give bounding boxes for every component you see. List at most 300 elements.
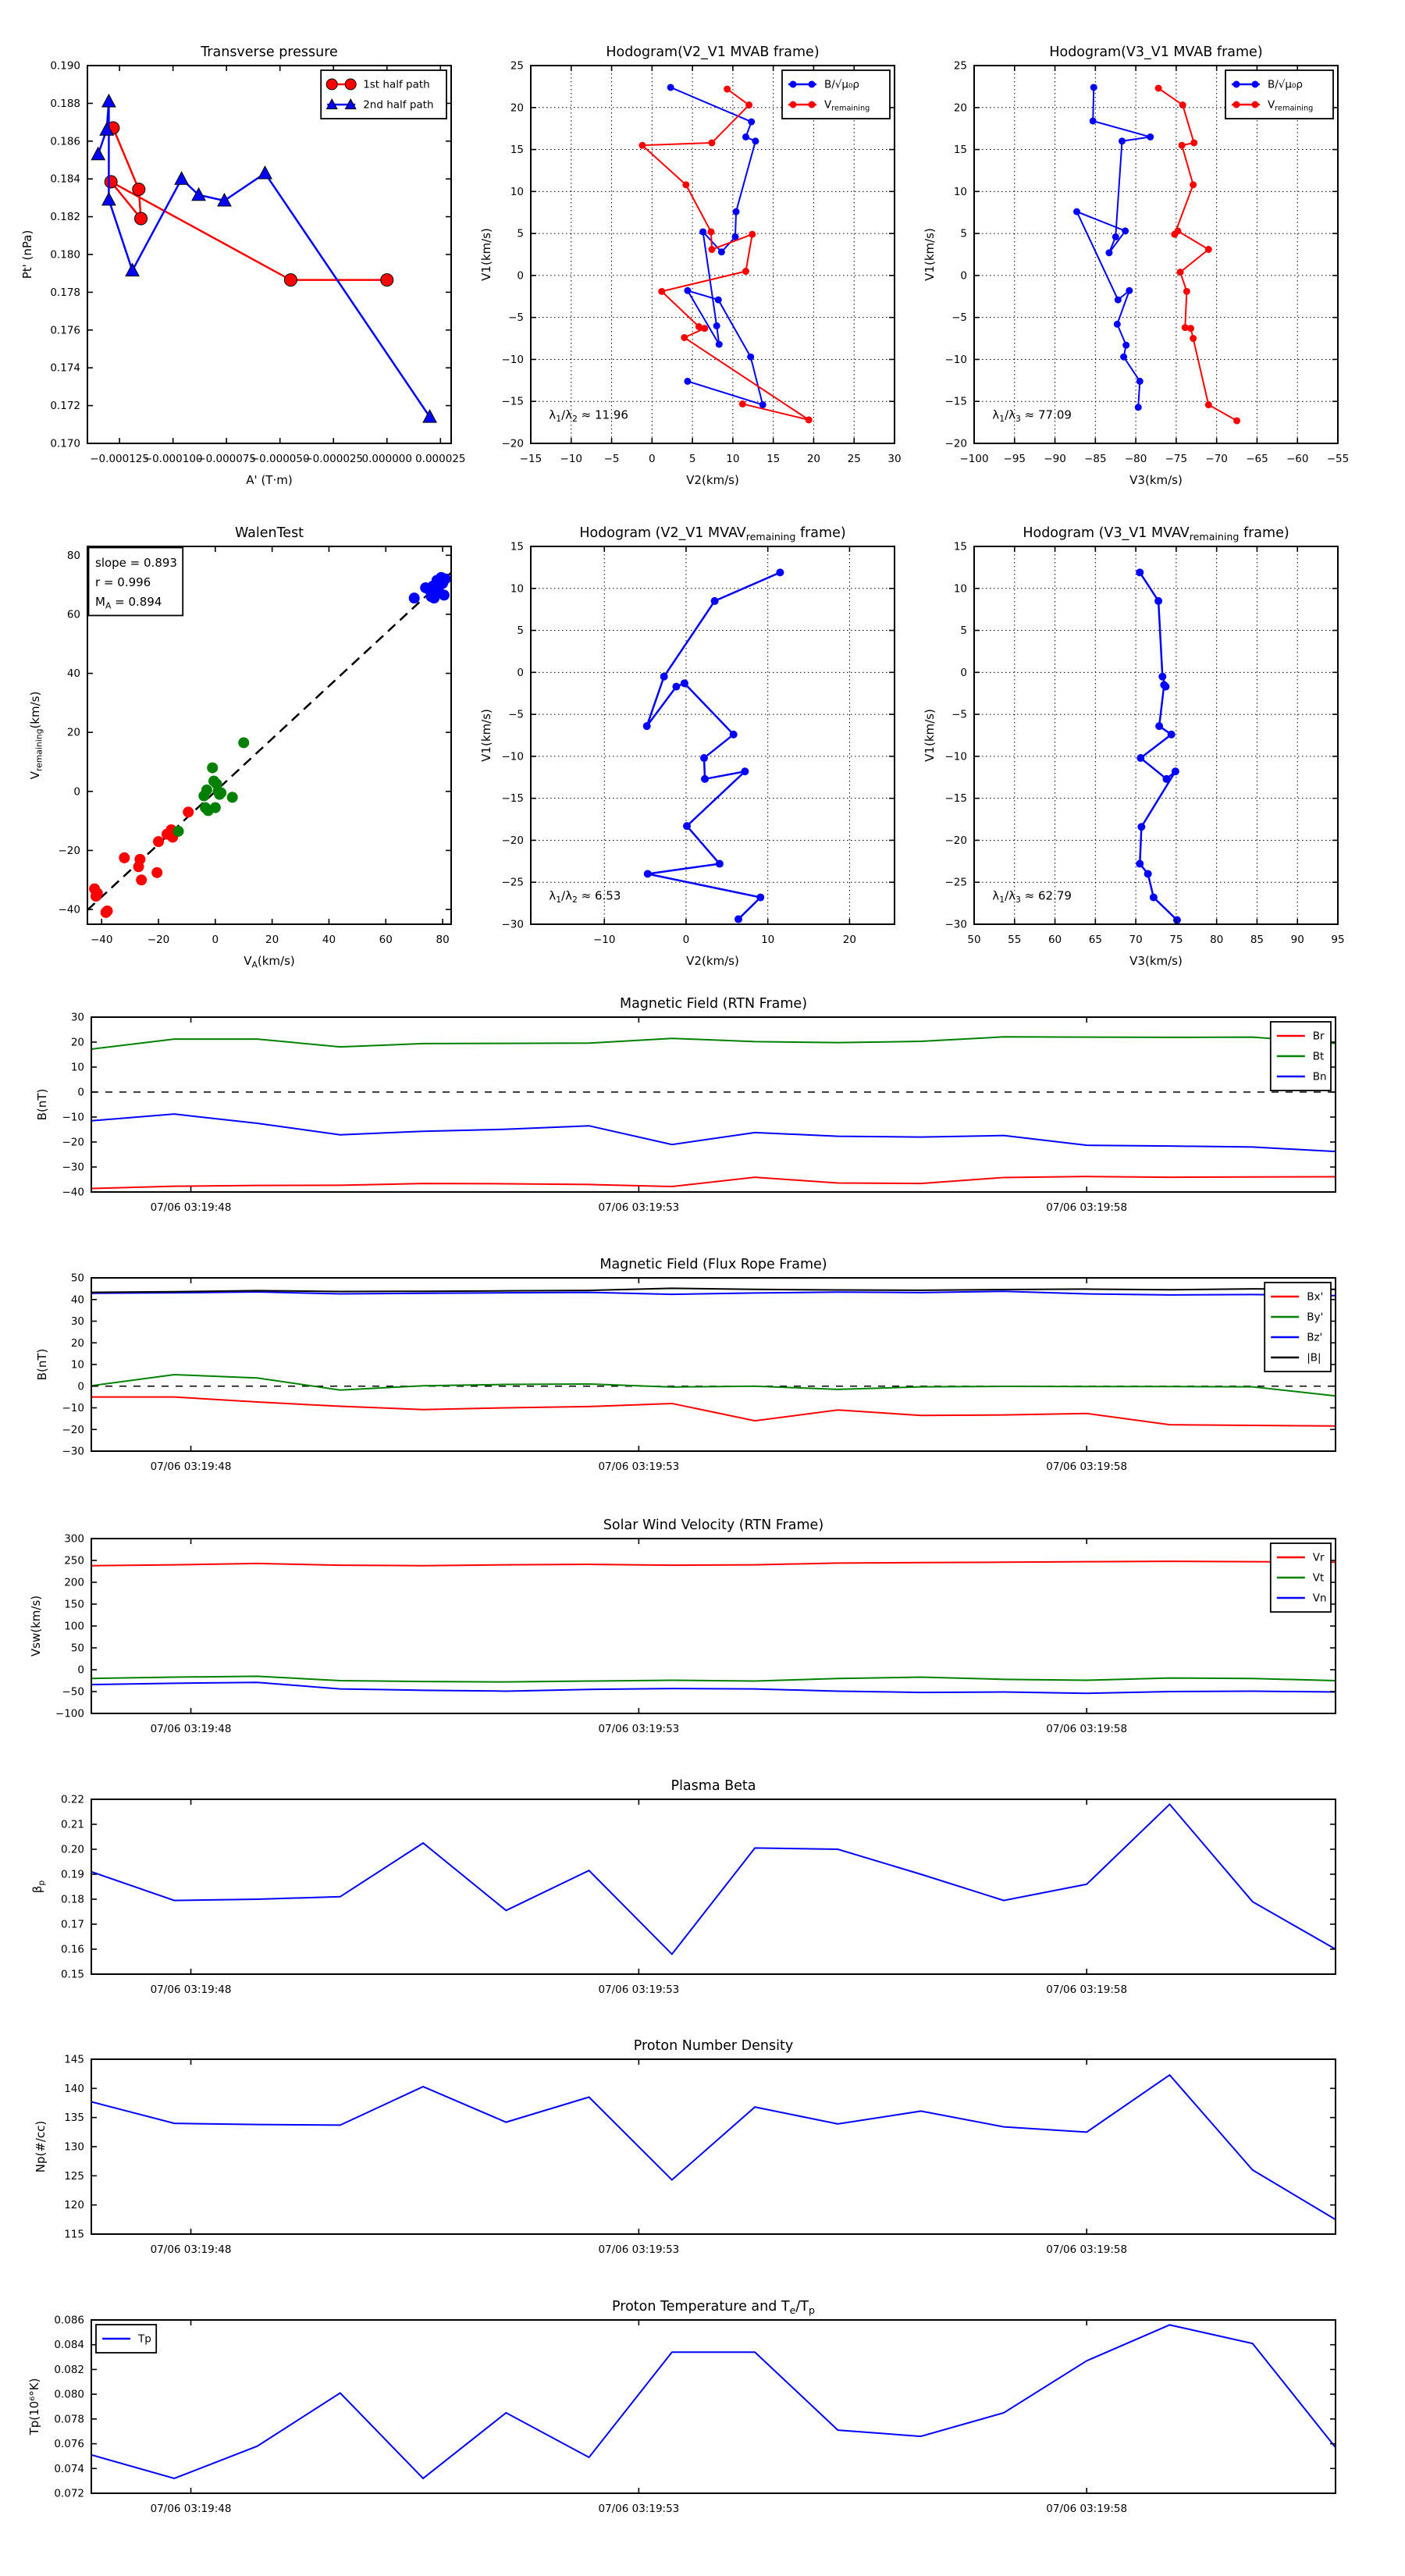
chart-title: Hodogram(V3_V1 MVAB frame) — [1049, 44, 1263, 60]
chart-proton-number-density — [34, 2038, 1336, 2256]
svg-text:07/06 03:19:48: 07/06 03:19:48 — [150, 1723, 232, 1735]
svg-text:−80: −80 — [1124, 453, 1147, 465]
chart-hodogram-v2v1-mvav — [479, 525, 895, 968]
svg-text:−0.000025: −0.000025 — [304, 453, 364, 465]
svg-text:B/√μ₀ρ: B/√μ₀ρ — [824, 78, 859, 91]
svg-text:0: 0 — [682, 934, 690, 946]
svg-text:Bn: Bn — [1312, 1070, 1327, 1083]
svg-text:25: 25 — [847, 453, 861, 465]
svg-text:10: 10 — [70, 1358, 84, 1372]
svg-text:Pt' (nPa): Pt' (nPa) — [20, 229, 34, 279]
svg-text:slope = 0.893: slope = 0.893 — [95, 556, 177, 570]
walen-test-svg — [28, 525, 451, 970]
svg-text:15: 15 — [953, 540, 967, 553]
proton-number-density-svg — [34, 2038, 1336, 2256]
svg-text:200: 200 — [64, 1576, 84, 1589]
svg-text:−0.000100: −0.000100 — [143, 453, 203, 465]
magnetic-field-rtn-svg — [35, 996, 1336, 1214]
svg-text:−40: −40 — [58, 903, 80, 916]
svg-text:5: 5 — [688, 453, 696, 465]
svg-text:40: 40 — [322, 934, 336, 946]
walen-test-series-2 — [409, 572, 451, 603]
svg-text:0.182: 0.182 — [50, 211, 80, 224]
svg-text:−55: −55 — [1326, 453, 1350, 465]
hodogram-v3v1-mvav-series-0 — [1136, 568, 1181, 923]
svg-text:−20: −20 — [62, 1423, 84, 1436]
ticks — [945, 60, 1350, 466]
svg-text:0: 0 — [212, 934, 219, 946]
svg-text:Bt: Bt — [1312, 1050, 1325, 1063]
svg-text:0: 0 — [77, 1086, 84, 1099]
svg-text:−20: −20 — [944, 437, 967, 450]
axes-frame — [91, 2320, 1336, 2493]
chart-hodogram-v2v1-mvab — [479, 44, 902, 487]
svg-text:−5: −5 — [508, 311, 524, 325]
svg-text:−100: −100 — [959, 453, 989, 465]
legend — [1264, 1283, 1331, 1372]
svg-text:Bz': Bz' — [1307, 1331, 1323, 1344]
svg-text:55: 55 — [1008, 934, 1022, 946]
svg-text:5: 5 — [960, 227, 967, 240]
svg-text:07/06 03:19:48: 07/06 03:19:48 — [150, 1461, 232, 1473]
svg-text:−40: −40 — [62, 1186, 84, 1199]
svg-text:150: 150 — [64, 1598, 84, 1611]
svg-text:−75: −75 — [1165, 453, 1188, 465]
solar-wind-velocity-svg — [29, 1517, 1336, 1735]
svg-text:−15: −15 — [501, 395, 524, 408]
plasma-beta-series-0 — [91, 1804, 1336, 1954]
legend — [1271, 1022, 1331, 1091]
svg-text:40: 40 — [70, 1293, 84, 1307]
svg-text:60: 60 — [1048, 934, 1062, 946]
svg-text:−60: −60 — [1286, 453, 1309, 465]
chart-title: Hodogram (V3_V1 $MVAV_{remaining}$ frame) — [1023, 525, 1289, 543]
annotation: $\lambda_1/\lambda_2 \approx 11.96$ — [549, 407, 628, 424]
svg-text:|B|: |B| — [1307, 1351, 1321, 1364]
svg-text:50: 50 — [70, 1272, 84, 1285]
svg-text:07/06 03:19:58: 07/06 03:19:58 — [1046, 2503, 1128, 2515]
proton-number-density-series-0 — [91, 2075, 1336, 2219]
svg-text:65: 65 — [1088, 934, 1102, 946]
chart-walen-test — [28, 525, 451, 970]
svg-text:0.19: 0.19 — [60, 1868, 84, 1881]
svg-text:0.176: 0.176 — [50, 324, 80, 337]
svg-text:80: 80 — [436, 934, 450, 946]
svg-text:r = 0.996: r = 0.996 — [95, 575, 151, 589]
svg-text:0.16: 0.16 — [60, 1943, 84, 1956]
chart-title: Magnetic Field (RTN Frame) — [619, 996, 808, 1012]
svg-text:0.184: 0.184 — [50, 173, 80, 186]
svg-text:10: 10 — [510, 582, 524, 596]
svg-text:10: 10 — [70, 1061, 84, 1074]
svg-text:130: 130 — [64, 2140, 84, 2154]
transverse-pressure-series-1 — [91, 94, 436, 422]
svg-text:−85: −85 — [1084, 453, 1107, 465]
svg-text:−5: −5 — [951, 708, 967, 721]
svg-text:15: 15 — [510, 540, 524, 553]
y-axis-label — [28, 692, 44, 780]
svg-text:−25: −25 — [944, 876, 967, 889]
svg-text:−20: −20 — [147, 934, 170, 946]
svg-text:V1(km/s): V1(km/s) — [923, 228, 937, 281]
svg-text:V1(km/s): V1(km/s) — [923, 709, 937, 762]
svg-text:85: 85 — [1250, 934, 1264, 946]
svg-text:Vt: Vt — [1312, 1571, 1325, 1585]
svg-text:Vsw(km/s): Vsw(km/s) — [29, 1595, 43, 1657]
svg-text:0.170: 0.170 — [50, 437, 80, 450]
svg-text:Br: Br — [1312, 1030, 1325, 1043]
svg-text:15: 15 — [767, 453, 781, 465]
svg-text:5: 5 — [517, 624, 524, 638]
svg-text:0.18: 0.18 — [60, 1893, 84, 1906]
ticks — [945, 541, 1345, 947]
legend — [96, 2325, 156, 2353]
y-axis-label — [35, 1089, 49, 1121]
svg-text:−10: −10 — [944, 750, 967, 763]
stats-box — [89, 548, 183, 616]
svg-text:07/06 03:19:48: 07/06 03:19:48 — [150, 1201, 232, 1214]
svg-text:07/06 03:19:58: 07/06 03:19:58 — [1046, 1201, 1128, 1214]
hodogram-v2v1-mvav-series-0 — [643, 568, 784, 923]
svg-text:140: 140 — [64, 2082, 84, 2095]
magnetic-field-flux-rope-series-0 — [91, 1397, 1336, 1426]
svg-text:07/06 03:19:53: 07/06 03:19:53 — [598, 1201, 680, 1214]
svg-text:−15: −15 — [944, 792, 967, 806]
svg-text:−10: −10 — [592, 934, 616, 946]
svg-text:−30: −30 — [501, 918, 524, 931]
annotation: $\lambda_1/\lambda_3 \approx 77.09$ — [992, 407, 1072, 424]
svg-text:−10: −10 — [62, 1402, 84, 1414]
chart-title: Magnetic Field (Flux Rope Frame) — [599, 1257, 827, 1272]
svg-text:−0.000075: −0.000075 — [197, 453, 257, 465]
svg-text:−20: −20 — [501, 834, 524, 847]
chart-title: WalenTest — [234, 525, 304, 541]
svg-text:−10: −10 — [501, 750, 524, 763]
svg-text:07/06 03:19:48: 07/06 03:19:48 — [150, 1984, 232, 1996]
hodogram-v3v1-mvab-series-0 — [1073, 84, 1154, 411]
svg-text:−65: −65 — [1246, 453, 1268, 465]
svg-text:0.080: 0.080 — [54, 2388, 84, 2401]
svg-text:30: 30 — [887, 453, 902, 465]
svg-text:−5: −5 — [951, 311, 967, 325]
svg-text:15: 15 — [953, 144, 967, 157]
chart-hodogram-v3v1-mvav — [923, 525, 1345, 968]
svg-text:−15: −15 — [501, 792, 524, 806]
svg-text:0.22: 0.22 — [60, 1793, 84, 1806]
magnetic-field-flux-rope-series-1 — [91, 1375, 1336, 1396]
svg-text:Tp: Tp — [138, 2332, 151, 2346]
svg-text:Vn: Vn — [1312, 1592, 1327, 1605]
x-axis-label: A' (T·m) — [246, 473, 293, 487]
legend — [1271, 1543, 1331, 1612]
svg-text:20: 20 — [842, 934, 856, 946]
y-axis-label — [20, 230, 34, 279]
x-axis-label: $V_A(km/s)$ — [244, 954, 295, 970]
svg-text:−10: −10 — [944, 353, 967, 366]
transverse-pressure-svg — [20, 44, 466, 487]
legend — [321, 70, 446, 119]
svg-text:0.17: 0.17 — [60, 1918, 84, 1931]
svg-text:125: 125 — [64, 2169, 84, 2183]
svg-text:20: 20 — [265, 934, 279, 946]
svg-text:1st half path: 1st half path — [363, 78, 430, 91]
svg-text:−30: −30 — [62, 1445, 84, 1458]
magnetic-field-rtn-series-2 — [91, 1114, 1336, 1151]
svg-text:−20: −20 — [501, 437, 524, 450]
transverse-pressure-series-0 — [105, 122, 393, 286]
svg-text:07/06 03:19:53: 07/06 03:19:53 — [598, 2503, 680, 2515]
chart-plasma-beta — [30, 1778, 1336, 1996]
svg-text:135: 135 — [64, 2112, 84, 2125]
chart-transverse-pressure — [20, 44, 466, 487]
svg-text:−20: −20 — [58, 844, 80, 857]
x-axis-label: V3(km/s) — [1129, 473, 1183, 487]
svg-text:Vremaining: $V_{remaining}$ — [1268, 98, 1314, 113]
svg-text:Vremaining(km/s): $V_{remaining}(km/s)$ — [28, 691, 44, 780]
svg-text:0: 0 — [77, 1380, 84, 1393]
svg-text:0.082: 0.082 — [54, 2363, 84, 2376]
solar-wind-velocity-series-0 — [91, 1561, 1336, 1566]
svg-text:0.188: 0.188 — [50, 97, 80, 110]
svg-text:Np(#/cc): Np(#/cc) — [34, 2120, 48, 2173]
svg-text:07/06 03:19:58: 07/06 03:19:58 — [1046, 1723, 1128, 1735]
svg-text:−15: −15 — [519, 453, 542, 465]
svg-text:0.20: 0.20 — [60, 1843, 84, 1856]
magnetic-field-flux-rope-svg — [35, 1257, 1336, 1473]
svg-text:5: 5 — [517, 227, 524, 240]
svg-text:0.076: 0.076 — [54, 2438, 84, 2451]
svg-text:10: 10 — [953, 582, 967, 596]
svg-text:80: 80 — [66, 549, 80, 562]
svg-text:Vr: Vr — [1312, 1551, 1325, 1564]
svg-text:0: 0 — [960, 666, 967, 679]
svg-text:115: 115 — [64, 2228, 84, 2241]
svg-text:20: 20 — [66, 726, 80, 739]
svg-text:07/06 03:19:53: 07/06 03:19:53 — [598, 1984, 680, 1996]
svg-text:07/06 03:19:48: 07/06 03:19:48 — [150, 2243, 232, 2256]
hodogram-v3v1-mvav-svg — [923, 525, 1345, 968]
y-axis-label — [479, 709, 493, 762]
x-axis-label: V2(km/s) — [686, 473, 739, 487]
hodogram-v2v1-mvab-svg — [479, 44, 902, 487]
svg-text:20: 20 — [510, 101, 524, 115]
svg-text:0: 0 — [73, 785, 80, 799]
svg-text:−10: −10 — [62, 1111, 84, 1124]
svg-text:βp: $\beta_p$ — [30, 1880, 47, 1894]
svg-text:07/06 03:19:58: 07/06 03:19:58 — [1046, 2243, 1128, 2256]
svg-text:MA = 0.894: $M_A = 0.894$ — [95, 595, 162, 611]
svg-text:Vremaining: $V_{remaining}$ — [824, 98, 870, 113]
svg-text:−40: −40 — [90, 934, 113, 946]
svg-text:0.000025: 0.000025 — [415, 453, 466, 465]
y-axis-label — [479, 228, 493, 281]
svg-text:B(nT): B(nT) — [35, 1088, 49, 1121]
svg-text:07/06 03:19:58: 07/06 03:19:58 — [1046, 1461, 1128, 1473]
svg-text:250: 250 — [64, 1554, 84, 1567]
svg-text:−30: −30 — [62, 1161, 84, 1174]
svg-text:50: 50 — [967, 934, 981, 946]
svg-text:0: 0 — [960, 269, 967, 283]
svg-text:10: 10 — [953, 185, 967, 198]
svg-text:40: 40 — [66, 667, 80, 681]
svg-text:10: 10 — [761, 934, 775, 946]
axes-frame — [91, 1278, 1336, 1451]
svg-text:10: 10 — [726, 453, 740, 465]
svg-text:−70: −70 — [1205, 453, 1228, 465]
svg-text:90: 90 — [1290, 934, 1304, 946]
axes-frame — [91, 1799, 1336, 1974]
svg-text:−10: −10 — [501, 353, 524, 366]
y-axis-label — [35, 1349, 49, 1381]
legend — [1225, 70, 1333, 119]
svg-text:07/06 03:19:53: 07/06 03:19:53 — [598, 2243, 680, 2256]
chart-proton-temperature — [27, 2299, 1336, 2515]
svg-text:70: 70 — [1129, 934, 1143, 946]
svg-text:−0.000050: −0.000050 — [250, 453, 310, 465]
svg-text:−10: −10 — [560, 453, 583, 465]
walen-test-series-1 — [173, 737, 250, 836]
axes-frame — [531, 66, 895, 443]
svg-text:V1(km/s): V1(km/s) — [479, 709, 493, 762]
legend — [782, 70, 890, 119]
svg-text:300: 300 — [64, 1532, 84, 1546]
proton-temperature-series-0 — [91, 2325, 1336, 2478]
hodogram-v3v1-mvab-series-1 — [1155, 85, 1240, 425]
svg-text:07/06 03:19:53: 07/06 03:19:53 — [598, 1461, 680, 1473]
y-axis-label — [30, 1880, 46, 1894]
svg-text:20: 20 — [70, 1336, 84, 1350]
svg-text:B/√μ₀ρ: B/√μ₀ρ — [1268, 78, 1303, 91]
svg-text:2nd half path: 2nd half path — [363, 98, 434, 112]
svg-text:0: 0 — [517, 269, 524, 283]
solar-wind-velocity-series-2 — [91, 1682, 1336, 1693]
ticks — [54, 2314, 1336, 2516]
x-axis-label: V2(km/s) — [686, 954, 739, 968]
svg-text:25: 25 — [510, 59, 524, 73]
svg-text:0.178: 0.178 — [50, 286, 80, 299]
chart-title: Hodogram(V2_V1 MVAB frame) — [606, 44, 820, 60]
svg-text:0.078: 0.078 — [54, 2413, 84, 2426]
svg-text:0.084: 0.084 — [54, 2339, 84, 2352]
svg-text:−5: −5 — [603, 453, 620, 465]
chart-solar-wind-velocity — [29, 1517, 1336, 1735]
svg-text:−25: −25 — [501, 876, 524, 889]
svg-text:20: 20 — [953, 101, 967, 115]
svg-text:120: 120 — [64, 2199, 84, 2212]
magnetic-field-flux-rope-series-2 — [91, 1291, 1336, 1296]
solar-wind-velocity-series-1 — [91, 1676, 1336, 1681]
svg-text:07/06 03:19:53: 07/06 03:19:53 — [598, 1723, 680, 1735]
annotation: $\lambda_1/\lambda_3 \approx 62.79$ — [992, 888, 1072, 905]
chart-magnetic-field-flux-rope — [35, 1257, 1336, 1473]
chart-title: Hodogram (V2_V1 $MVAV_{remaining}$ frame) — [579, 525, 846, 543]
svg-text:0.180: 0.180 — [50, 248, 80, 262]
svg-text:75: 75 — [1169, 934, 1183, 946]
gridlines — [531, 66, 895, 443]
svg-text:0: 0 — [517, 666, 524, 679]
svg-text:50: 50 — [70, 1642, 84, 1655]
svg-text:100: 100 — [64, 1620, 84, 1633]
chart-hodogram-v3v1-mvab — [923, 44, 1350, 487]
svg-text:15: 15 — [510, 144, 524, 157]
svg-text:V1(km/s): V1(km/s) — [479, 228, 493, 281]
svg-text:0.000000: 0.000000 — [361, 453, 412, 465]
svg-text:0.086: 0.086 — [54, 2314, 84, 2327]
y-axis-label — [923, 228, 937, 281]
y-axis-label — [34, 2121, 48, 2173]
svg-text:20: 20 — [806, 453, 821, 465]
svg-text:0: 0 — [77, 1663, 84, 1677]
svg-text:−5: −5 — [508, 708, 524, 721]
svg-text:Bx': Bx' — [1307, 1290, 1324, 1304]
gridlines — [974, 66, 1338, 443]
svg-text:−95: −95 — [1003, 453, 1026, 465]
svg-text:0.190: 0.190 — [50, 59, 80, 73]
svg-text:−90: −90 — [1044, 453, 1066, 465]
chart-title: Plasma Beta — [670, 1778, 756, 1794]
chart-title: Solar Wind Velocity (RTN Frame) — [603, 1517, 824, 1533]
svg-text:25: 25 — [953, 59, 967, 73]
svg-text:07/06 03:19:48: 07/06 03:19:48 — [150, 2503, 232, 2515]
walen-test-series-0 — [89, 806, 194, 918]
svg-text:20: 20 — [70, 1036, 84, 1049]
svg-text:10: 10 — [510, 185, 524, 198]
ticks — [62, 1272, 1336, 1474]
y-axis-label — [27, 2379, 41, 2436]
svg-text:0.186: 0.186 — [50, 135, 80, 148]
axes-frame — [91, 1017, 1336, 1192]
svg-text:0.15: 0.15 — [60, 1968, 84, 1981]
ticks — [61, 1794, 1336, 1997]
y-axis-label — [923, 709, 937, 762]
svg-text:0.174: 0.174 — [50, 361, 80, 375]
chart-title: Transverse pressure — [201, 44, 338, 60]
ticks — [502, 60, 902, 466]
axes-frame — [91, 2059, 1336, 2234]
svg-text:−50: −50 — [62, 1685, 84, 1699]
axes-frame — [974, 66, 1338, 443]
svg-text:5: 5 — [960, 624, 967, 638]
svg-text:60: 60 — [379, 934, 393, 946]
svg-text:60: 60 — [66, 608, 80, 621]
svg-text:0.21: 0.21 — [60, 1818, 84, 1831]
svg-text:−30: −30 — [944, 918, 967, 931]
chart-title: Proton Number Density — [633, 2038, 794, 2054]
svg-text:−20: −20 — [944, 834, 967, 847]
magnetic-field-rtn-series-1 — [91, 1037, 1336, 1049]
svg-text:0: 0 — [649, 453, 656, 465]
svg-text:0.172: 0.172 — [50, 400, 80, 413]
svg-text:30: 30 — [70, 1011, 84, 1024]
svg-text:−100: −100 — [55, 1707, 84, 1720]
svg-text:−15: −15 — [944, 395, 967, 408]
hodogram-v2v1-mvav-svg — [479, 525, 895, 968]
svg-text:0.072: 0.072 — [54, 2487, 84, 2500]
svg-text:Tp(10⁶°K): Tp(10⁶°K) — [27, 2378, 41, 2435]
hodogram-v2v1-mvab-series-1 — [638, 86, 812, 424]
svg-text:30: 30 — [70, 1315, 84, 1328]
svg-text:−0.000125: −0.000125 — [90, 453, 149, 465]
y-axis-label — [29, 1596, 43, 1656]
svg-text:95: 95 — [1331, 934, 1345, 946]
magnetic-field-rtn-series-0 — [91, 1176, 1336, 1188]
svg-text:07/06 03:19:58: 07/06 03:19:58 — [1046, 1984, 1128, 1996]
svg-text:80: 80 — [1210, 934, 1224, 946]
annotation: $\lambda_1/\lambda_2 \approx 6.53$ — [549, 888, 621, 905]
svg-text:B(nT): B(nT) — [35, 1348, 49, 1381]
hodogram-v3v1-mvab-svg — [923, 44, 1350, 487]
svg-text:0.074: 0.074 — [54, 2462, 84, 2475]
